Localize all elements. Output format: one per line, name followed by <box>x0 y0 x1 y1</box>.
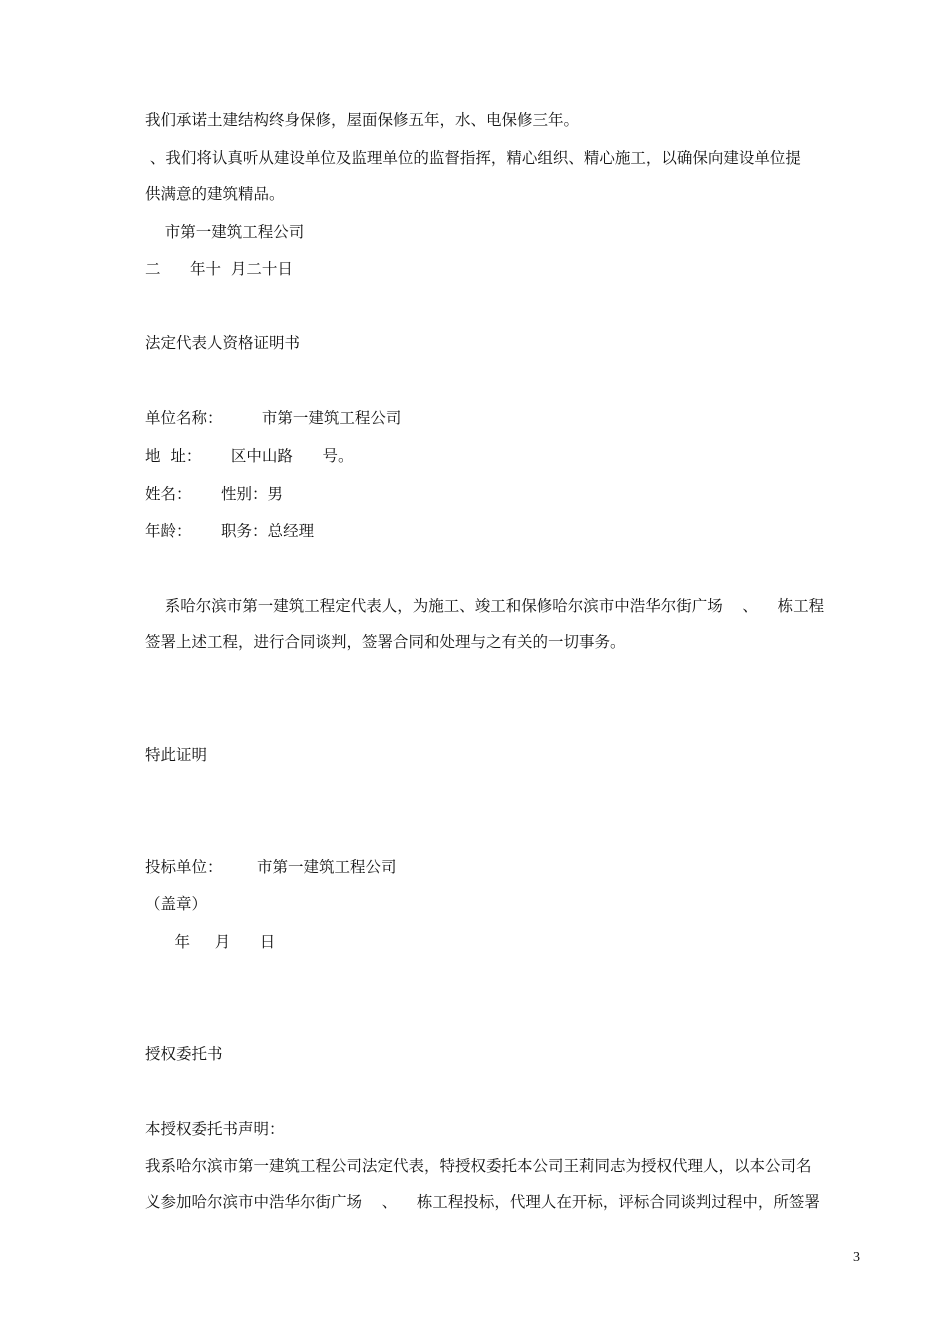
certification-text: 特此证明 <box>145 746 208 764</box>
section-title-legal-rep: 法定代表人资格证明书 <box>145 334 301 352</box>
commitment-line-2: 供满意的建筑精品。 <box>145 185 285 203</box>
bidding-unit: 投标单位： 市第一建筑工程公司 <box>145 858 397 876</box>
warranty-line: 我们承诺土建结构终身保修，屋面保修五年，水、电保修三年。 <box>145 111 580 129</box>
authorization-text-2: 义参加哈尔滨市中浩华尔街广场 、 栋工程投标，代理人在开标，评标合同谈判过程中，所签署 <box>145 1193 820 1211</box>
legal-rep-statement-2: 签署上述工程，进行合同谈判，签署合同和处理与之有关的一切事务。 <box>145 633 626 651</box>
name-gender: 姓名： 性别：男 <box>145 485 284 503</box>
legal-rep-statement-1: 系哈尔滨市第一建筑工程定代表人，为施工、竣工和保修哈尔滨市中浩华尔街广场 、 栋工程 <box>145 597 825 615</box>
page-number: 3 <box>853 1250 860 1265</box>
section-title-authorization: 授权委托书 <box>145 1045 223 1063</box>
signature-date: 二 年十 月二十日 <box>145 260 293 278</box>
authorization-declaration: 本授权委托书声明： <box>145 1120 285 1138</box>
seal-note: （盖章） <box>145 895 208 913</box>
unit-name: 单位名称： 市第一建筑工程公司 <box>145 409 402 427</box>
age-position: 年龄： 职务：总经理 <box>145 522 315 540</box>
company-signature: 市第一建筑工程公司 <box>145 223 305 241</box>
authorization-text-1: 我系哈尔滨市第一建筑工程公司法定代表，特授权委托本公司王莉同志为授权代理人，以本公司名 <box>145 1157 812 1175</box>
commitment-line-1: 、我们将认真听从建设单位及监理单位的监督指挥，精心组织、精心施工，以确保向建设单位提 <box>145 149 801 167</box>
address: 地 址： 区中山路 号。 <box>145 447 354 465</box>
date-blank: 年 月 日 <box>145 933 276 951</box>
